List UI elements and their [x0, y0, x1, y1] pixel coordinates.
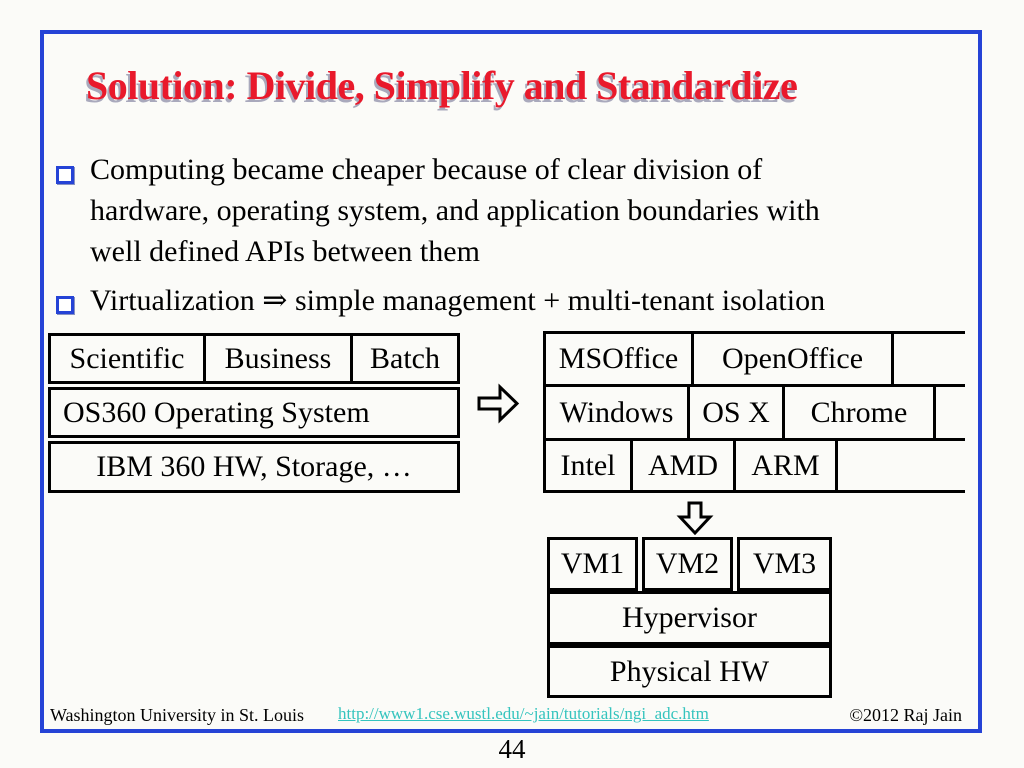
- modern-os-row: [543, 384, 965, 441]
- mainframe-apps-row: [48, 333, 460, 384]
- slide-title: Solution: Divide, Simplify and Standardize: [86, 63, 798, 108]
- bullet-line: well defined APIs between them: [90, 235, 480, 268]
- footer-copyright: ©2012 Raj Jain: [849, 705, 962, 725]
- modern-hw-cell: ARM: [736, 441, 838, 490]
- vm-box: VM3: [737, 537, 832, 591]
- bullet-item-1: [90, 149, 820, 272]
- vm-box: VM1: [547, 537, 638, 591]
- empty-cell: [838, 441, 965, 490]
- modern-hw-cell: AMD: [633, 441, 736, 490]
- page-number: 44: [498, 734, 526, 764]
- modern-app-cell: MSOffice: [546, 334, 694, 384]
- bullet-square-icon: [56, 296, 74, 314]
- modern-hw-cell: Intel: [546, 441, 633, 490]
- virtualize-down-arrow-icon: [676, 501, 714, 535]
- bullet-square-icon: [56, 166, 74, 184]
- modern-os-cell: Windows: [546, 387, 690, 438]
- bullet-line: Virtualization ⇒ simple management + multi-tenant isolation: [90, 284, 826, 317]
- empty-cell: [894, 334, 965, 384]
- bullet-line: Computing became cheaper because of clear division of: [90, 153, 763, 186]
- modern-apps-row: [543, 331, 965, 387]
- physical-hw-box: Physical HW: [547, 645, 832, 698]
- modern-os-cell: Chrome: [785, 387, 936, 438]
- empty-cell: [936, 387, 965, 438]
- hypervisor-box: Hypervisor: [547, 591, 832, 645]
- mainframe-app-cell: Business: [206, 336, 353, 381]
- mainframe-hw-row: IBM 360 HW, Storage, …: [48, 441, 460, 493]
- bullet-line: hardware, operating system, and application boundaries with: [90, 194, 820, 227]
- vm-box: VM2: [642, 537, 733, 591]
- mainframe-os-row: OS360 Operating System: [48, 387, 460, 438]
- mainframe-app-cell: Scientific: [51, 336, 206, 381]
- modern-hw-row: [543, 438, 965, 493]
- footer-institution: Washington University in St. Louis: [50, 705, 305, 725]
- modern-os-cell: OS X: [690, 387, 785, 438]
- bullet-item-2: [90, 280, 825, 321]
- modern-app-cell: OpenOffice: [694, 334, 894, 384]
- footer-hyperlink[interactable]: http://www1.cse.wustl.edu/~jain/tutorials/ngi_adc.htm: [338, 704, 709, 723]
- transform-right-arrow-icon: [476, 381, 520, 426]
- mainframe-app-cell: Batch: [370, 341, 440, 375]
